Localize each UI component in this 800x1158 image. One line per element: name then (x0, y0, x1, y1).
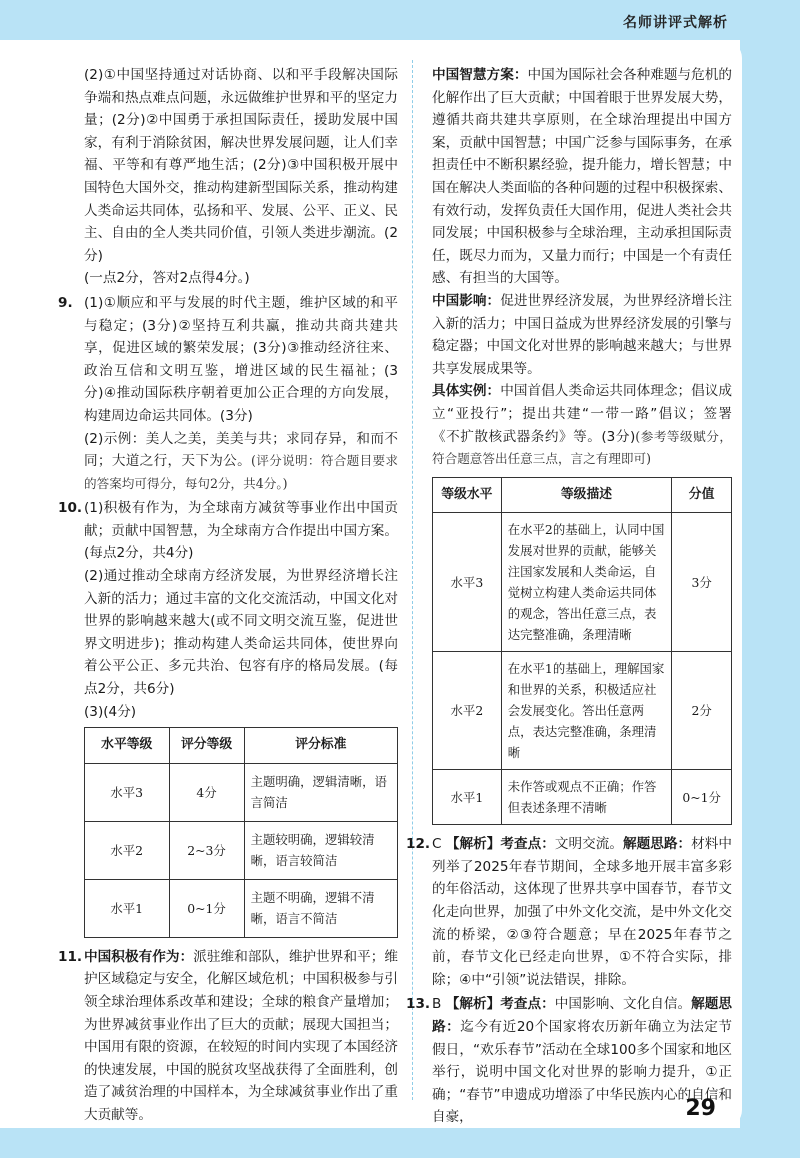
question-12 (406, 833, 733, 991)
table-cell: 水平1 (433, 770, 502, 825)
q13-approach-label: 解题思路： (432, 996, 733, 1036)
table-header-row (85, 728, 398, 764)
q13-answer: B (432, 996, 442, 1013)
table-cell: 2~3分 (169, 821, 244, 879)
q12-point-text: 文明交流。 (554, 836, 624, 853)
table-cell: 水平2 (85, 821, 170, 879)
q8-part2-text: (2)①中国坚持通过对话协商、以和平手段解决国际争端和热点难点问题，永远做维护世界和平的坚定力量；(2分)②中国勇于承担国际责任，援助发展中国家，有利于消除贫困，解决世界发展问题，让人们幸福、平等和有尊严地生活；(2分)③中国积极开展中国特色大国外交，推动构建新型国际关系，推动构建人类命运共同体，弘扬和平、发展、公平、正义、民主、自由的全人类共同价值，引领人类进步潮流。(2分) (84, 67, 398, 264)
question-number: 11. (58, 948, 83, 965)
table-cell: 水平3 (85, 763, 170, 821)
q12-analysis-tag: 【解析】 (445, 836, 501, 853)
right-column (406, 64, 733, 1129)
table-row (85, 821, 398, 879)
q12-approach-label: 解题思路： (623, 836, 692, 853)
q12-answer: C (432, 836, 442, 853)
q13-analysis-tag: 【解析】 (445, 996, 501, 1013)
q11-wisdom-label: 中国智慧方案： (432, 67, 528, 83)
page-number: 29 (685, 1096, 716, 1121)
table-cell: 主题不明确，逻辑不清晰，语言不简洁 (244, 879, 397, 937)
table-row (433, 513, 732, 652)
bottom-frame-band (0, 1128, 800, 1158)
left-column (58, 64, 399, 1127)
question-11-continued (432, 64, 732, 825)
question-number: 13. (406, 996, 431, 1013)
table-header-row (433, 477, 732, 513)
q11-examples-text: 中国首倡人类命运共同体理念；倡议成立“亚投行”；提出共建“一带一路”倡议；签署《不扩散核武器条约》等。(3分) (432, 383, 733, 445)
table-cell: 0~1分 (672, 770, 732, 825)
q11-examples-block (432, 380, 732, 470)
q12-point-label: 考查点： (500, 836, 555, 853)
q10-part1: (1)积极有作为，为全球南方减贫等事业作出中国贡献；贡献中国智慧，为全球南方合作提出中国方案。(每点2分，共4分) (84, 500, 398, 562)
q11-label: 中国积极有作为： (84, 948, 194, 965)
q11-examples-label: 具体实例： (432, 383, 501, 400)
table-header-cell: 等级描述 (501, 477, 671, 513)
q11-examples-note: (参考等级赋分，符合题意答出任意三点，言之有理即可) (432, 428, 732, 467)
q13-point-label: 考查点： (500, 996, 555, 1013)
right-frame-band (740, 0, 800, 1158)
table-row (433, 770, 732, 825)
q9-part2-text: (2)示例：美人之美，美美与共；求同存异，和而不同；大道之行，天下为公。 (84, 430, 398, 470)
table-cell: 主题较明确，逻辑较清晰，语言较简洁 (244, 821, 397, 879)
table-cell: 水平2 (433, 652, 502, 770)
q11-influence-text: 促进世界经济发展，为世界经济增长注入新的活力；中国日益成为世界经济发展的引擎与稳定器；中国文化对世界的影响越来越大；与世界共享发展成果等。 (432, 292, 733, 377)
table-cell: 4分 (169, 763, 244, 821)
q9-part2-note: (评分说明：符合题目要求的答案均可得分，每句2分，共4分。) (84, 453, 398, 491)
table-cell: 在水平1的基础上，理解国家和世界的关系，积极适应社会发展变化。答出任意两点，表达完整准确，条理清晰 (501, 652, 671, 770)
header-label: 名师讲评式解析 (623, 15, 728, 31)
table-cell: 水平3 (433, 513, 502, 652)
q12-text-block (432, 833, 732, 991)
table-cell: 2分 (672, 652, 732, 770)
scoring-table-q11 (432, 477, 732, 826)
table-cell: 未作答或观点不正确；作答但表述条理不清晰 (501, 770, 671, 825)
question-number: 10. (58, 500, 83, 517)
q9-part2 (84, 428, 398, 496)
question-11 (58, 946, 399, 1127)
table-cell: 3分 (672, 513, 732, 652)
question-number: 12. (406, 836, 431, 853)
table-cell: 主题明确，逻辑清晰，语言简洁 (244, 763, 397, 821)
q11-text: 派驻维和部队，维护世界和平；维护区域稳定与安全，化解区域危机；中国积极参与引领全球治理体系改革和建设；全球的粮食产量增加；为世界减贫事业作出了巨大的贡献；展现大国担当；中国用有限的资源，在较短的时间内实现了本国经济的快速发展，中国的脱贫攻坚战获得了全面胜利，创造了减贫治理的中国样本，为全球减贫事业作出了重大贡献等。 (84, 948, 399, 1123)
table-row (85, 763, 398, 821)
q11-influence-block (432, 290, 732, 380)
question-number: 9. (58, 294, 73, 311)
q10-part2: (2)通过推动全球南方经济发展，为世界经济增长注入新的活力；通过丰富的文化交流活动，中国文化对世界的影响越来越大(或不同文明交流互鉴，促进世界文明进步)；推动构建人类命运共同体，使世界向着公平公正、多元共治、包容有序的格局发展。(每点2分，共6分) (84, 568, 398, 698)
column-divider (412, 60, 413, 1100)
q12-approach-text: 材料中列举了2025年春节期间，全球多地开展丰富多彩的年俗活动，这体现了世界共享中国春节，春节文化走向世界，加强了中外文化交流，是中外文化交流的桥梁，②③符合题意；早在2025年春节之前，春节文化已经走向世界，①不符合实际，排除；④中“引领”说法错误，排除。 (432, 836, 733, 988)
table-header-cell: 评分等级 (169, 728, 244, 764)
q11-influence-label: 中国影响： (432, 292, 501, 309)
scoring-table-q10 (84, 727, 398, 938)
table-header-cell: 水平等级 (85, 728, 170, 764)
q13-approach-text: 迄今有近20个国家将农历新年确立为法定节假日，“欢乐春节”活动在全球100多个国家和地区举行，说明中国文化对世界的影响力提升，①正确；“春节”申遗成功增添了中华民族内心的自信和自豪， (432, 1019, 733, 1126)
q11-wisdom-block (432, 64, 732, 290)
table-header-cell: 等级水平 (433, 477, 502, 513)
q11-wisdom-text: 中国为国际社会各种难题与危机的化解作出了巨大贡献；中国着眼于世界发展大势，遵循共商共建共享原则，在全球治理提出中国方案，贡献中国智慧；中国广泛参与国际事务，在承担责任中不断积累经验，提升能力，增长智慧；中国在解决人类面临的各种问题的过程中积极探索、有效行动，发挥负责任大国作用，促进人类社会共同发展；中国积极参与全球治理，主动承担国际责任，既尽力而为，又量力而行；中国是一个有责任感、有担当的大国等。 (432, 67, 732, 287)
table-cell: 水平1 (85, 879, 170, 937)
question-10 (58, 497, 398, 938)
q9-part1: (1)①顺应和平与发展的时代主题，维护区域的和平与稳定；(3分)②坚持互利共赢，推动共商共建共享，促进区域的繁荣发展；(3分)③推动经济往来、政治互信和文明互鉴，增进区域的民生福祉；(3分)④推动国际秩序朝着更加公正合理的方向发展，构建周边命运共同体。(3分) (84, 294, 398, 424)
table-cell: 0~1分 (169, 879, 244, 937)
q10-part3: (3)(4分) (84, 703, 137, 720)
question-8-part2 (84, 64, 398, 290)
table-header-cell: 评分标准 (244, 728, 397, 764)
q11-text-block (84, 946, 398, 1127)
q8-part2-note: (一点2分，答对2点得4分。) (84, 270, 250, 287)
question-9 (58, 292, 398, 495)
table-header-cell: 分值 (672, 477, 732, 513)
table-cell: 在水平2的基础上，认同中国发展对世界的贡献，能够关注国家发展和人类命运，自觉树立构建人类命运共同体的观念，答出任意三点，表达完整准确，条理清晰 (501, 513, 671, 652)
table-row (85, 879, 398, 937)
q13-point-text: 中国影响、文化自信。 (554, 996, 692, 1013)
table-row (433, 652, 732, 770)
